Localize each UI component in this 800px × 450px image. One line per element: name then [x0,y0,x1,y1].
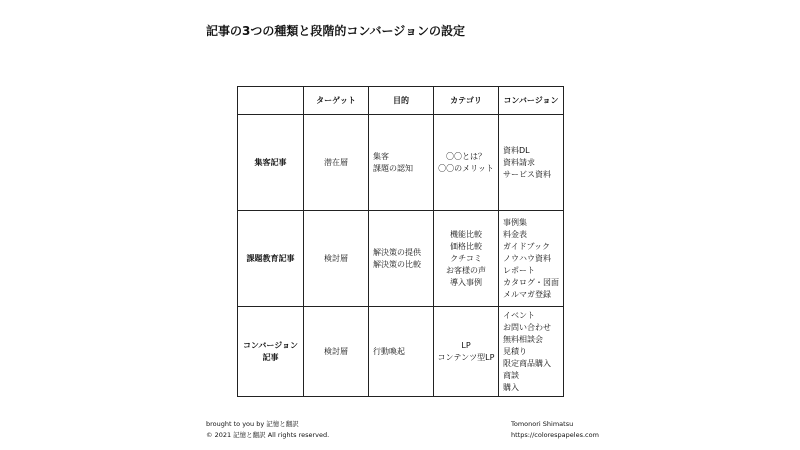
row-label-text: 課題教育記事 [246,253,295,263]
target-cell [304,115,369,211]
conversion-cell [499,211,564,307]
header-conversion: コンバージョン [499,87,564,115]
conversion-line: メルマガ登録 [503,289,551,299]
category-cell [434,211,499,307]
category-line: クチコミ [450,253,482,263]
header-purpose: 目的 [369,87,434,115]
conversion-line: 限定商品購入 [503,358,551,368]
category-line: 導入事例 [450,277,482,287]
conversion-line: 見積り [503,346,527,356]
conversion-line: お問い合わせ [503,322,551,332]
conversion-line: イベント [503,310,535,320]
category-line: お客様の声 [446,265,486,275]
table-header-row [238,87,564,115]
conversion-cell [499,307,564,397]
category-line: 〇〇とは？ [446,151,486,161]
conversion-line: カタログ・図面 [503,277,559,287]
conversion-line: レポート [503,265,535,275]
target-text: 潜在層 [324,157,348,167]
slide-title: 記事の3つの種類と段階的コンバージョンの設定 [206,24,466,38]
purpose-cell [369,115,434,211]
purpose-line: 解決策の比較 [373,259,421,269]
conversion-cell [499,115,564,211]
footer-credits [206,419,329,441]
footer-author [511,419,599,441]
purpose-line: 行動喚起 [373,346,405,356]
category-line: コンテンツ型LP [437,352,495,362]
header-category: カテゴリ [434,87,499,115]
category-line: 〇〇のメリット [438,163,494,173]
target-cell [304,307,369,397]
footer-copyright: © 2021 記憶と翻訳 All rights reserved. [206,431,330,439]
target-text: 検討層 [324,346,348,356]
conversion-line: ノウハウ資料 [503,253,551,263]
target-text: 検討層 [324,253,348,263]
row-label [238,211,304,307]
author-name: Tomonori Shimatsu [511,420,574,428]
purpose-cell [369,211,434,307]
row-label-text: コンバージョン [242,340,299,350]
header-empty [238,87,304,115]
footer-brought-by: brought to you by 記憶と翻訳 [206,420,299,428]
header-target: ターゲット [304,87,369,115]
conversion-line: 料金表 [503,229,527,239]
category-cell [434,115,499,211]
conversion-line: 資料DL [503,145,530,155]
purpose-line: 解決策の提供 [373,247,421,257]
conversion-line: 商談 [503,370,519,380]
category-line: 機能比較 [450,229,482,239]
conversion-line: サービス資料 [503,169,551,179]
target-cell [304,211,369,307]
article-types-table [237,86,564,397]
conversion-line: 事例集 [503,217,527,227]
table-row [238,115,564,211]
row-label [238,307,304,397]
purpose-line: 集客 [373,151,389,161]
row-label [238,115,304,211]
category-line: 価格比較 [450,241,482,251]
row-label-text: 記事 [262,352,279,362]
category-line: LP [461,340,471,350]
table-row [238,307,564,397]
row-label-text: 集客記事 [254,157,287,167]
purpose-cell [369,307,434,397]
table-row [238,211,564,307]
purpose-line: 課題の認知 [373,163,413,173]
category-cell [434,307,499,397]
author-url: https://colorespapeles.com [511,431,599,439]
conversion-line: 資料請求 [503,157,535,167]
conversion-line: 購入 [503,382,519,392]
conversion-line: 無料相談会 [503,334,543,344]
conversion-line: ガイドブック [503,241,550,251]
